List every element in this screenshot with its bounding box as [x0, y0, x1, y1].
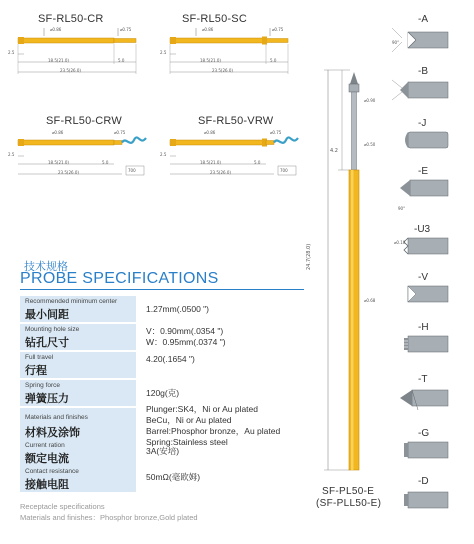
dim-total-len: 23.5(26.0)	[210, 170, 231, 175]
tip-label-h: -H	[418, 322, 429, 333]
spec-value: 3A(安培)	[146, 446, 180, 456]
dim-tail-len: 5.0	[254, 160, 261, 165]
spec-label-cn: 弹簧压力	[25, 393, 69, 405]
dim-head-dia: ⌀0.86	[50, 27, 62, 32]
section-divider	[20, 289, 304, 290]
dim-head-dia: ⌀0.86	[52, 130, 64, 135]
tip-e-angle: 90°	[398, 206, 406, 211]
spec-label-en: Current ration	[25, 442, 65, 449]
dim-head-dia: ⌀0.86	[204, 130, 216, 135]
receptacle-sc-diagram	[166, 26, 306, 80]
spec-row-spring-force	[20, 380, 304, 406]
tip-label-d: -D	[418, 476, 429, 487]
spec-label-cn: 材料及涂饰	[25, 427, 80, 439]
dim-tail-dia: ⌀0.75	[120, 27, 132, 32]
tip-label-b: -B	[418, 66, 428, 77]
spec-label	[20, 440, 136, 466]
dim-body-len: 18.5(21.0)	[200, 58, 221, 63]
tip-t-icon	[398, 384, 450, 414]
receptacle-vrw-diagram	[166, 128, 308, 182]
spec-label-cn: 行程	[25, 365, 47, 377]
dim-tail-len: 5.0	[118, 58, 125, 63]
model-number: SF-PL50-E	[322, 486, 375, 497]
spec-label-cn: 钻孔尺寸	[25, 337, 69, 349]
dim-total-len: 23.5(26.0)	[60, 68, 81, 73]
spec-value: 50mΩ(毫欧姆)	[146, 472, 201, 482]
spec-label	[20, 466, 136, 492]
tip-label-a: -A	[418, 14, 428, 25]
spec-label-en: Recommended minimum center	[25, 298, 118, 305]
receptacle-crw-diagram	[14, 128, 156, 182]
spec-label	[20, 352, 136, 378]
tip-a-angle: 90°	[392, 40, 400, 45]
spec-label-cn: 接触电阻	[25, 479, 69, 491]
spec-row-hole-size	[20, 324, 304, 350]
tip-u3-dia: ⌀0.10	[394, 240, 406, 245]
spec-value: Plunger:SK4，Ni or Au plated	[146, 404, 258, 414]
spec-value: 1.27mm(.0500 ")	[146, 304, 210, 314]
dim-head-len: 2.5	[160, 152, 167, 157]
dim-tail-dia: ⌀0.75	[114, 130, 126, 135]
tip-label-u3: -U3	[414, 224, 431, 235]
section-title-en: PROBE SPECIFICATIONS	[20, 270, 219, 287]
dim-body-len: 18.5(21.0)	[48, 58, 69, 63]
probe-diagram	[320, 60, 390, 480]
spec-row-current	[20, 440, 304, 466]
dim-wire-len: 700	[128, 168, 136, 173]
dim-plunger-dia: ⌀0.50	[364, 142, 376, 147]
spec-value: Spring:Stainless steel	[146, 437, 228, 447]
spec-label	[20, 296, 136, 322]
tip-d-icon	[400, 488, 450, 512]
tip-label-v: -V	[418, 272, 428, 283]
spec-label-en: Contact resistance	[25, 468, 79, 475]
dim-tail-len: 5.0	[270, 58, 277, 63]
drawing-title: SF-RL50-SC	[182, 13, 247, 25]
tip-g-icon	[400, 438, 450, 462]
tip-label-e: -E	[418, 166, 428, 177]
spec-label	[20, 324, 136, 350]
model-number-alt: (SF-PLL50-E)	[316, 498, 382, 509]
spec-label-en: Full travel	[25, 354, 54, 361]
spec-value: BeCu，Ni or Au plated	[146, 415, 232, 425]
tip-v-icon	[400, 282, 450, 306]
dim-total-len: 23.5(26.0)	[58, 170, 79, 175]
dim-tail-len: 5.0	[102, 160, 109, 165]
receptacle-spec-title: Receptacle specifications	[20, 502, 105, 511]
spec-label	[20, 380, 136, 406]
spec-value: Barrel:Phosphor bronze，Au plated	[146, 426, 281, 436]
dim-total-len: 24.7(28.0)	[306, 243, 312, 270]
spec-label-cn: 额定电流	[25, 453, 69, 465]
dim-head-len: 2.5	[160, 50, 167, 55]
dim-wire-len: 700	[280, 168, 288, 173]
tip-u3-icon	[400, 234, 450, 258]
tip-label-g: -G	[418, 428, 430, 439]
spec-label-cn: 最小间距	[25, 309, 69, 321]
spec-row-resistance	[20, 466, 304, 492]
dim-head-len: 2.5	[8, 50, 15, 55]
tip-label-t: -T	[418, 374, 428, 385]
dim-body-len: 18.5(21.0)	[200, 160, 221, 165]
tip-b-icon	[390, 76, 450, 106]
spec-label-en: Mounting hole size	[25, 326, 80, 333]
receptacle-spec-materials: Materials and finishes：Phosphor bronze,Gold plated	[20, 513, 198, 522]
dim-head-len: 2.5	[8, 152, 15, 157]
dim-tip-dia: ⌀0.90	[364, 98, 376, 103]
spec-row-min-center	[20, 296, 304, 322]
tip-label-j: -J	[418, 118, 427, 129]
dim-tail-dia: ⌀0.75	[272, 27, 284, 32]
drawing-title: SF-RL50-CRW	[46, 115, 122, 127]
drawing-title: SF-RL50-VRW	[198, 115, 274, 127]
spec-label-en: Materials and finishes	[25, 414, 88, 421]
dim-head-dia: ⌀0.86	[202, 27, 214, 32]
section-title-cn: 技术规格	[24, 261, 68, 273]
dim-stroke-len: 4.2	[330, 148, 338, 154]
spec-value: V：0.90mm(.0354 ")	[146, 326, 224, 336]
tip-h-icon	[400, 332, 450, 356]
dim-body-len: 18.5(21.0)	[48, 160, 69, 165]
tip-j-icon	[400, 128, 450, 152]
tip-e-icon	[396, 176, 450, 200]
dim-barrel-dia: ⌀0.68	[364, 298, 376, 303]
receptacle-cr-diagram	[14, 26, 154, 80]
spec-row-full-travel	[20, 352, 304, 378]
drawing-title: SF-RL50-CR	[38, 13, 104, 25]
spec-value: W：0.95mm(.0374 ")	[146, 337, 226, 347]
spec-value: 120g(克)	[146, 388, 180, 398]
spec-value: 4.20(.1654 ")	[146, 354, 195, 364]
dim-total-len: 23.5(26.0)	[212, 68, 233, 73]
spec-label-en: Spring force	[25, 382, 61, 389]
dim-tail-dia: ⌀0.75	[270, 130, 282, 135]
